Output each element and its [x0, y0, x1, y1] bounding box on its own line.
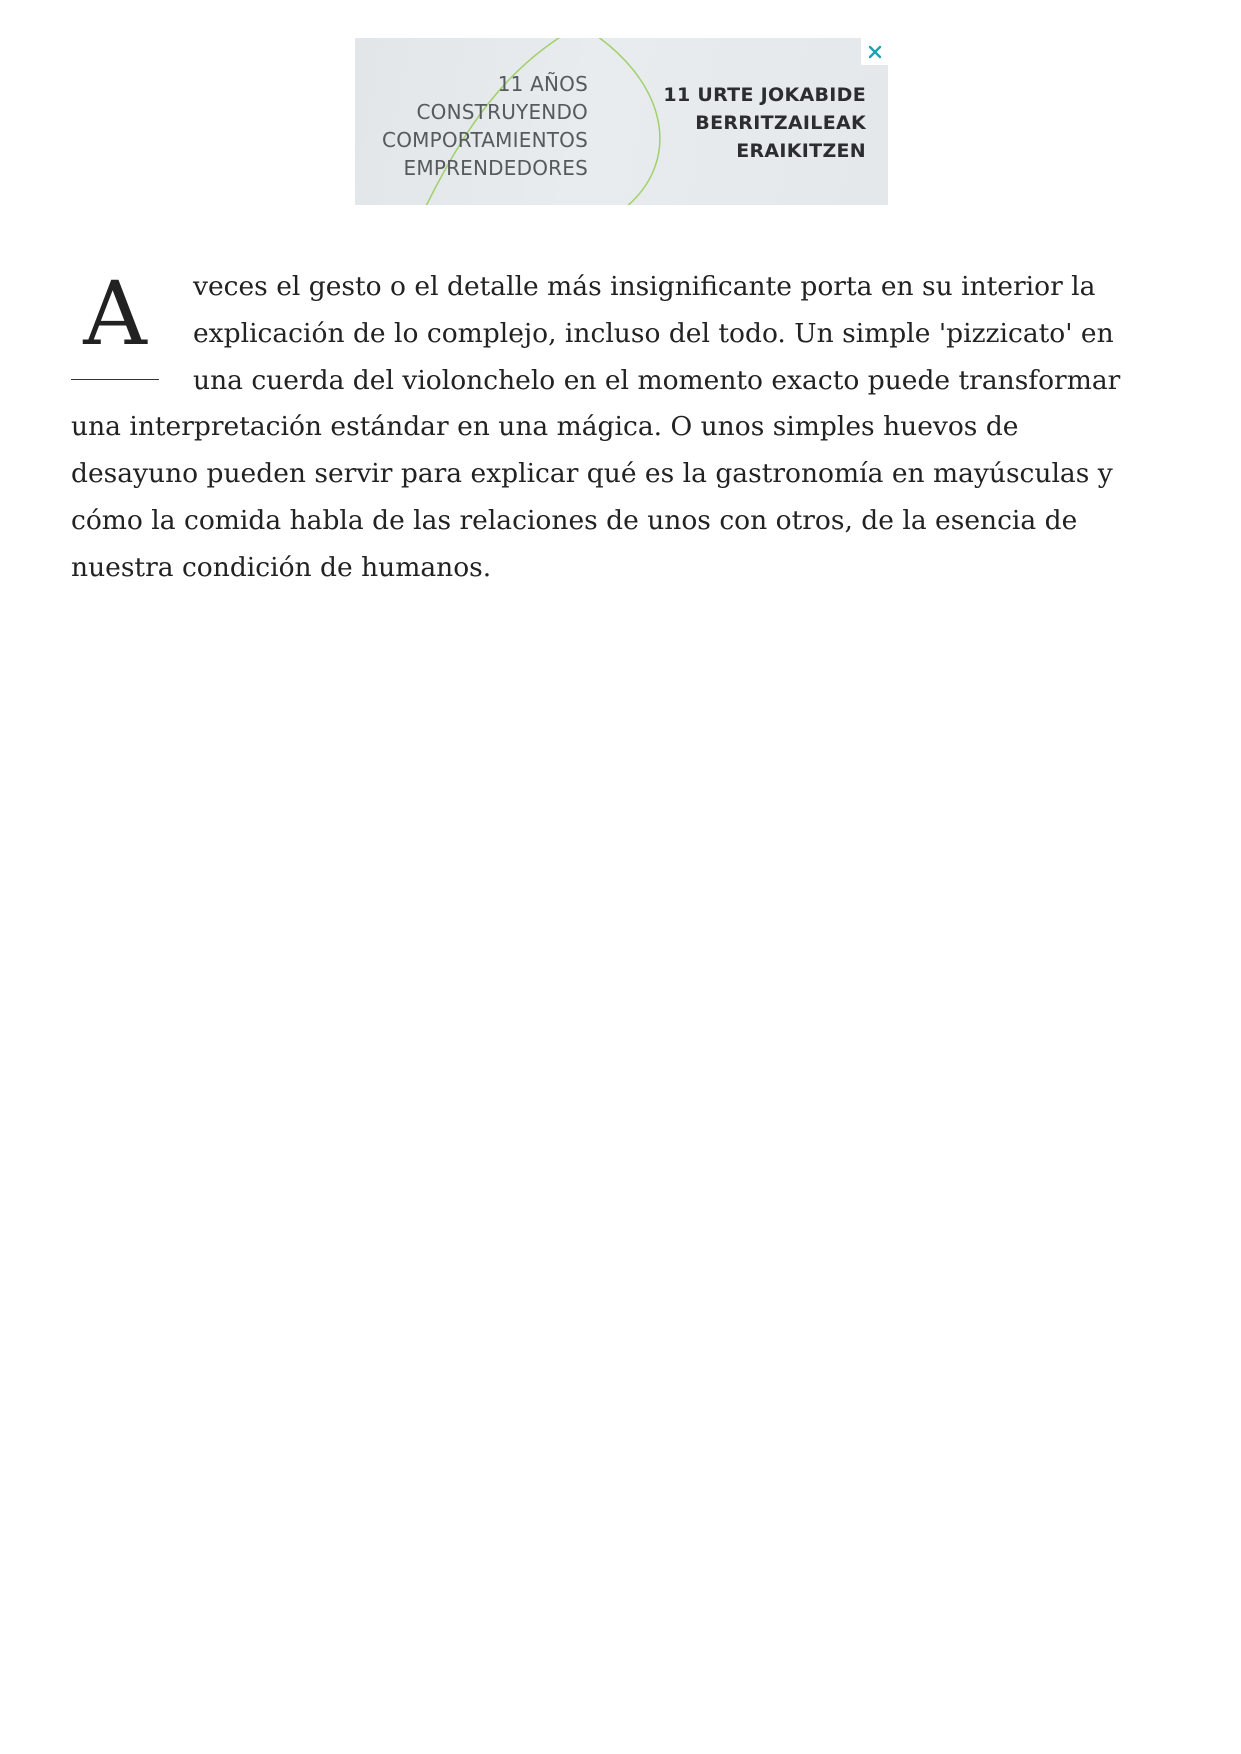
paragraph-line: desayuno pueden servir para explicar qué es la gastronomía en mayúsculas y [71, 458, 1113, 490]
ad-left-line: COMPORTAMIENTOS [382, 128, 588, 152]
ad-left-line: CONSTRUYENDO [416, 100, 588, 124]
drop-cap-container [71, 264, 159, 384]
paragraph-line: nuestra condición de humanos. [71, 551, 492, 583]
ad-left-line: EMPRENDEDORES [403, 156, 588, 180]
paragraph-line: veces el gesto o el detalle más insignificante porta en su interior la [193, 271, 1096, 302]
ad-right-line: BERRITZAILEAK [695, 112, 866, 134]
ad-left-line: 11 AÑOS [497, 72, 588, 96]
ad-close-button[interactable] [861, 38, 888, 65]
paragraph-line: una interpretación estándar en una mágica. O unos simples huevos de [71, 411, 1019, 443]
article-paragraph [71, 264, 1171, 592]
paragraph-line: cómo la comida habla de las relaciones de unos con otros, de la esencia de [71, 504, 1078, 536]
ad-spanish-text [382, 70, 588, 182]
close-icon [867, 44, 883, 60]
drop-cap-rule [71, 379, 159, 380]
paragraph-line: explicación de lo complejo, incluso del todo. Un simple 'pizzicato' en [193, 317, 1114, 349]
article-body [71, 264, 1171, 592]
ad-basque-text [663, 81, 866, 165]
advertisement-banner[interactable] [355, 38, 888, 205]
ad-right-line: ERAIKITZEN [736, 140, 866, 162]
paragraph-line: una cuerda del violonchelo en el momento exacto puede transformar [193, 364, 1121, 396]
drop-cap: A [83, 262, 147, 365]
ad-right-line: 11 URTE JOKABIDE [663, 84, 866, 106]
